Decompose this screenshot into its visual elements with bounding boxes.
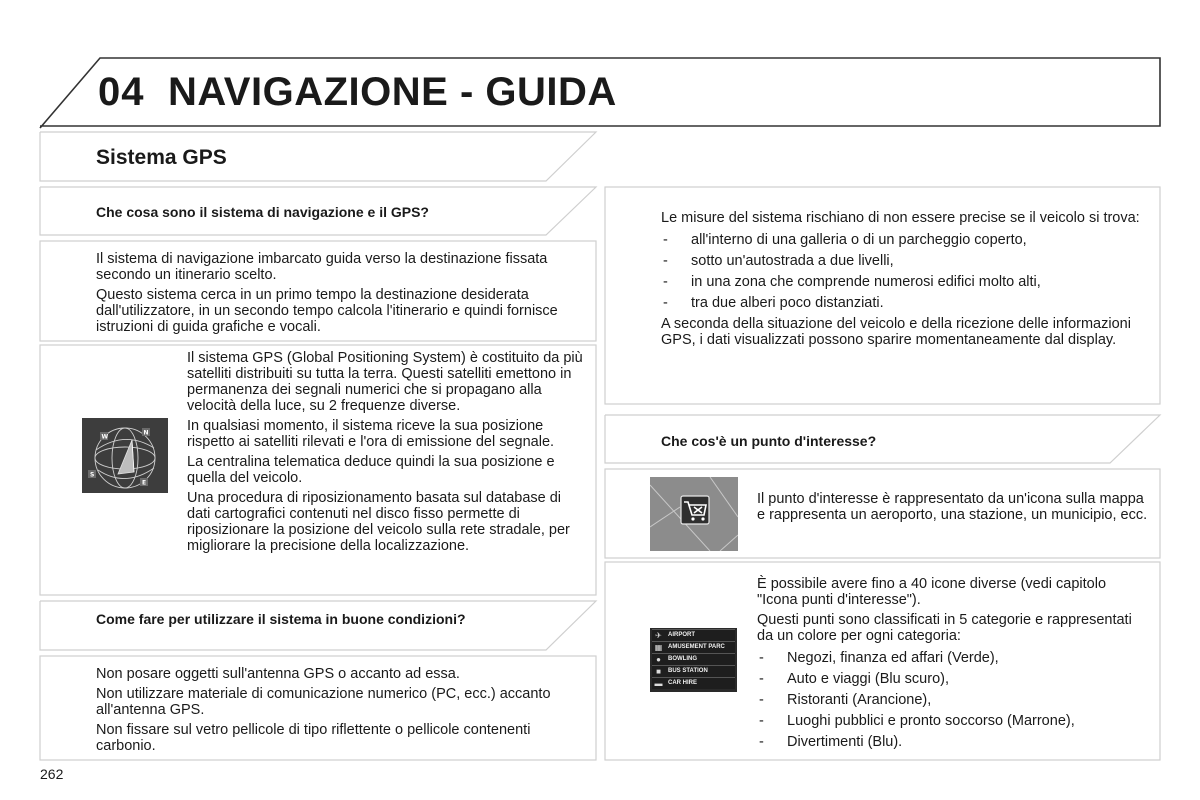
airplane-icon: ✈ bbox=[655, 631, 662, 640]
gps-globe-illustration bbox=[82, 418, 168, 493]
usage-advice bbox=[96, 666, 586, 758]
list-item: - Ristoranti (Arancione), bbox=[757, 692, 1149, 708]
page-number: 262 bbox=[40, 766, 64, 782]
poi-map-illustration bbox=[650, 477, 738, 551]
globe-letter: N bbox=[143, 429, 149, 437]
paragraph: È possibile avere fino a 40 icone diverse (vedi capitolo "Icona punti d'interesse"). bbox=[757, 576, 1107, 608]
question-title-usage: Come fare per utilizzare il sistema in buone condizioni? bbox=[96, 611, 466, 627]
list-item: - in una zona che comprende numerosi edifici molto alti, bbox=[661, 274, 1146, 290]
bowling-icon: ● bbox=[656, 655, 661, 664]
list-item: - Auto e viaggi (Blu scuro), bbox=[757, 671, 1149, 687]
globe-letter: W bbox=[101, 433, 109, 441]
navigation-intro bbox=[96, 251, 586, 339]
list-item: - all'interno di una galleria o di un parcheggio coperto, bbox=[661, 232, 1146, 248]
bus-icon: ■ bbox=[656, 667, 661, 676]
paragraph: Questo sistema cerca in un primo tempo la destinazione desiderata dall'utilizzatore, in un secondo tempo calcola l'itinerario e quindi fornisce istruzioni di guida grafiche e vocali. bbox=[96, 287, 558, 335]
list-item: - Negozi, finanza ed affari (Verde), bbox=[757, 650, 1149, 666]
poi-list-label: BOWLING bbox=[668, 656, 697, 662]
paragraph: Una procedura di riposizionamento basata sul database di dati cartografici contenuti nel disco fisso permette di riposizionare la posizione del veicolo sulla rete stradale, per migliorare la precisione della localizzazione. bbox=[187, 490, 570, 554]
list-item: - tra due alberi poco distanziati. bbox=[661, 295, 1146, 311]
chapter-number: 04 bbox=[98, 70, 145, 114]
paragraph: Il sistema di navigazione imbarcato guida verso la destinazione fissata secondo un itinerario scelto. bbox=[96, 251, 548, 283]
list-item: - Luoghi pubblici e pronto soccorso (Marrone), bbox=[757, 713, 1149, 729]
poi-list-row bbox=[652, 641, 735, 653]
poi-definition: Il punto d'interesse è rappresentato da un'icona sulla mappa e rappresenta un aeroporto, una stazione, un municipio, ecc. bbox=[757, 491, 1148, 523]
poi-list-row bbox=[652, 629, 735, 641]
globe-letter: E bbox=[142, 479, 147, 487]
poi-list-row bbox=[652, 665, 735, 677]
chapter-title: NAVIGAZIONE - GUIDA bbox=[168, 70, 617, 114]
poi-list-label: CAR HIRE bbox=[668, 680, 698, 686]
poi-list-label: AIRPORT bbox=[668, 632, 695, 638]
paragraph: Non fissare sul vetro pellicole di tipo riflettente o pellicole contenenti carbonio. bbox=[96, 722, 531, 754]
globe-letter: S bbox=[90, 471, 95, 479]
poi-categories bbox=[757, 576, 1149, 755]
question-title-navigation: Che cosa sono il sistema di navigazione e il GPS? bbox=[96, 204, 429, 220]
chapter-header bbox=[0, 0, 1200, 140]
question-title-poi: Che cos'è un punto d'interesse? bbox=[661, 433, 877, 449]
poi-list-row bbox=[652, 653, 735, 665]
accuracy-section bbox=[661, 210, 1146, 352]
poi-category-list bbox=[757, 650, 1149, 750]
accuracy-outro: A seconda della situazione del veicolo e della ricezione delle informazioni GPS, i dati visualizzati possono sparire momentaneamente dal display. bbox=[661, 316, 1131, 348]
paragraph: Non posare oggetti sull'antenna GPS o accanto ad essa. bbox=[96, 666, 460, 682]
paragraph: La centralina telematica deduce quindi la sua posizione e quella del veicolo. bbox=[187, 454, 555, 486]
car-icon: ▬ bbox=[654, 679, 663, 688]
amusement-icon: ▦ bbox=[654, 643, 663, 652]
paragraph: Non utilizzare materiale di comunicazione numerico (PC, ecc.) accanto all'antenna GPS. bbox=[96, 686, 551, 718]
paragraph: In qualsiasi momento, il sistema riceve la sua posizione rispetto ai satelliti rilevati e l'ora di emissione del segnale. bbox=[187, 418, 555, 450]
list-item: - Divertimenti (Blu). bbox=[757, 734, 1149, 750]
accuracy-intro: Le misure del sistema rischiano di non essere precise se il veicolo si trova: bbox=[661, 210, 1140, 226]
poi-list-row bbox=[652, 677, 735, 689]
poi-list-label: AMUSEMENT PARC bbox=[668, 644, 725, 650]
paragraph: Questi punti sono classificati in 5 categorie e rappresentati da un colore per ogni categoria: bbox=[757, 612, 1132, 644]
accuracy-list bbox=[661, 232, 1146, 311]
gps-description bbox=[187, 350, 585, 558]
poi-category-list-illustration bbox=[650, 628, 737, 692]
poi-list-label: BUS STATION bbox=[668, 668, 708, 674]
list-item: - sotto un'autostrada a due livelli, bbox=[661, 253, 1146, 269]
paragraph: Il sistema GPS (Global Positioning System) è costituito da più satelliti distribuiti su tutta la terra. Questi satelliti emettono in permanenza dei segnali numerici che si propagano alla velocità della luce, su 2 frequenze diverse. bbox=[187, 350, 583, 414]
section-title: Sistema GPS bbox=[96, 146, 227, 169]
